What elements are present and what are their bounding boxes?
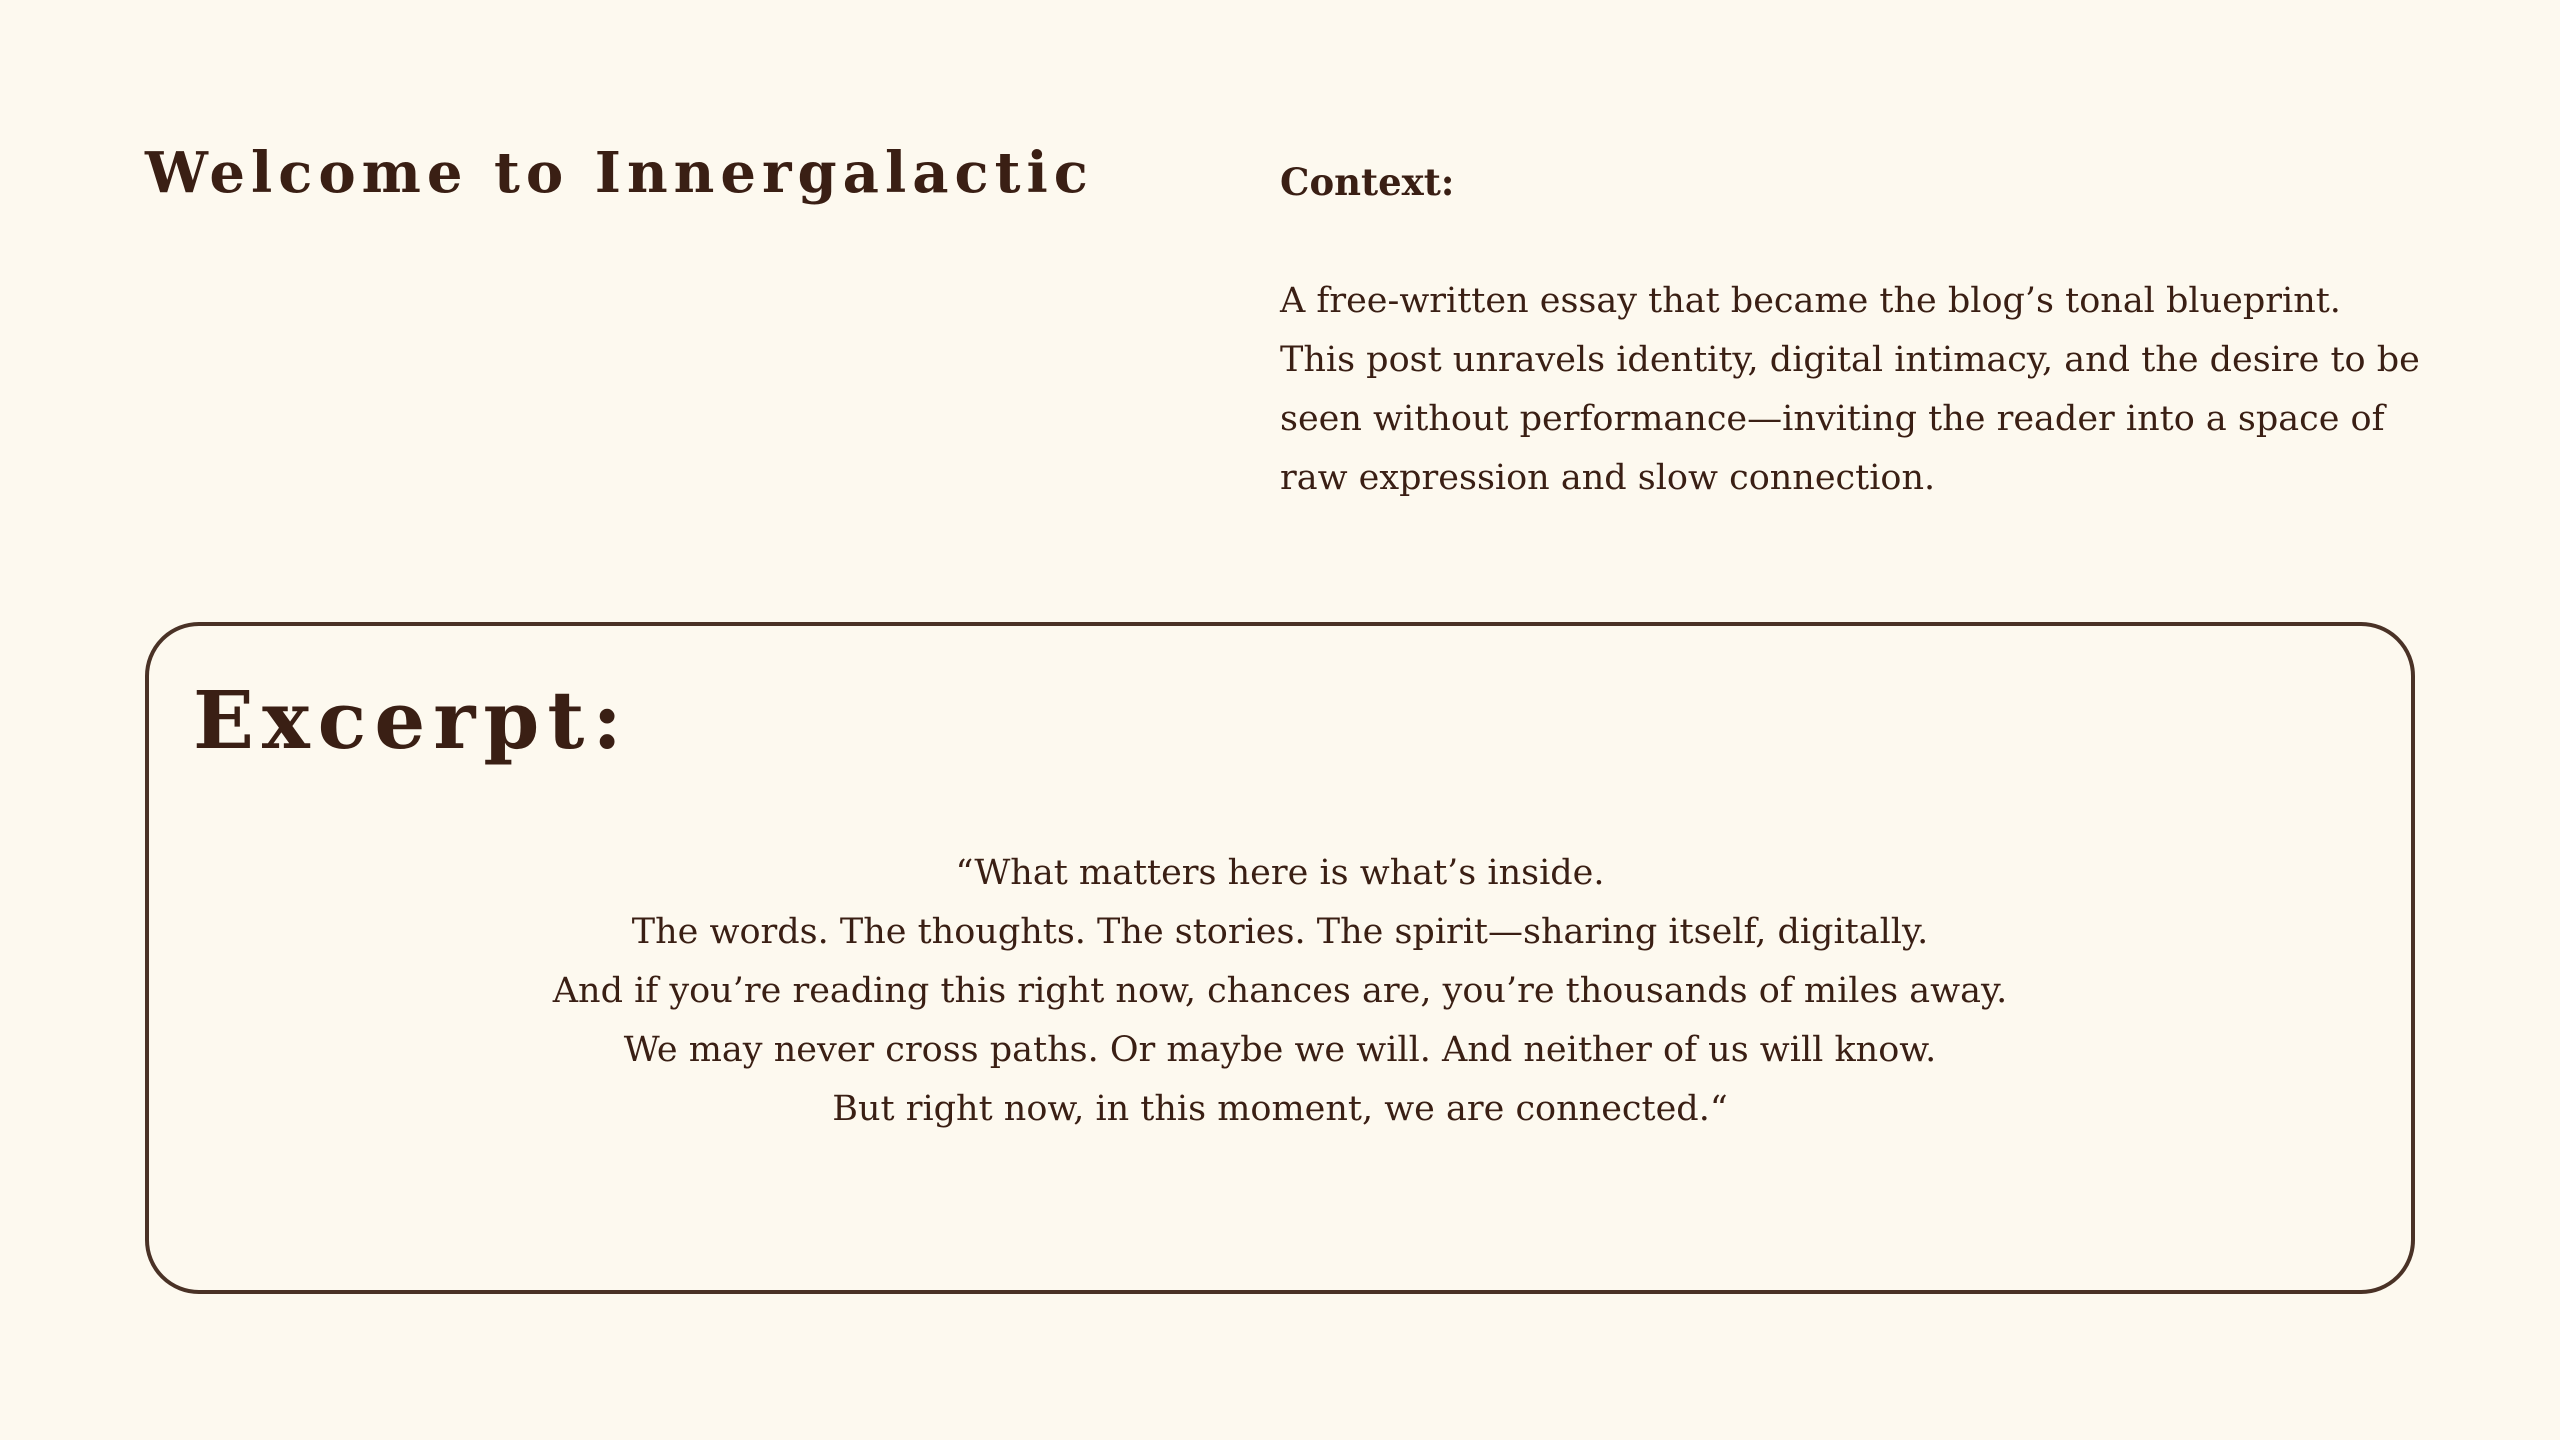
- quote-line-2: The words. The thoughts. The stories. The spirit—sharing itself, digitally.: [631, 912, 1929, 952]
- page-title: Welcome to Innergalactic: [145, 140, 1094, 206]
- excerpt-box: [145, 622, 2415, 1294]
- quote-line-3: And if you’re reading this right now, chances are, you’re thousands of miles away.: [552, 971, 2008, 1011]
- context-label: Context:: [1280, 160, 1455, 204]
- quote-line-1: “What matters here is what’s inside.: [955, 853, 1605, 893]
- excerpt-quote: [149, 844, 2411, 1139]
- context-body: A free-written essay that became the blog’s tonal blueprint. This post unravels identity, digital intimacy, and the desire to be seen without performance—inviting the reader into a space of raw expression and slow connection.: [1280, 281, 2420, 498]
- excerpt-heading: Excerpt:: [193, 673, 630, 767]
- quote-line-5: But right now, in this moment, we are connected.“: [832, 1089, 1728, 1129]
- quote-line-4: We may never cross paths. Or maybe we will. And neither of us will know.: [623, 1030, 1937, 1070]
